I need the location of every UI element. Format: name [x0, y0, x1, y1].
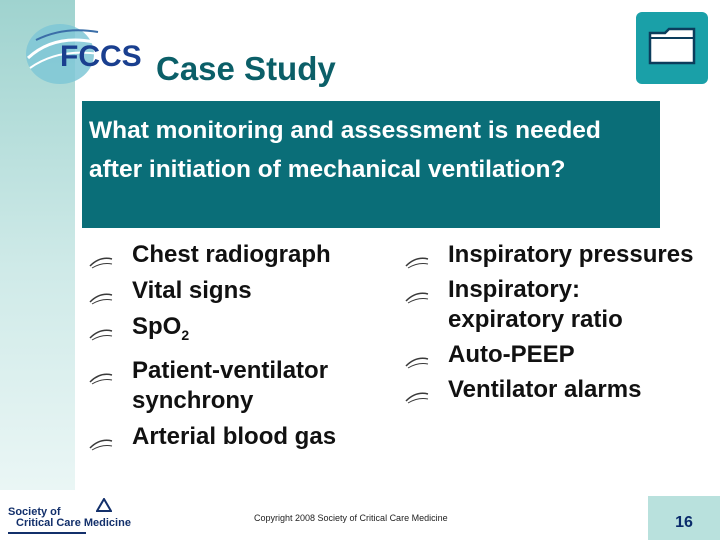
- bullet-swoosh-icon: [88, 364, 114, 378]
- list-item: [84, 312, 384, 350]
- slide-number: 16: [675, 514, 693, 531]
- copyright-text: Copyright 2008 Society of Critical Care Medicine: [254, 513, 448, 523]
- bullet-swoosh-icon: [404, 348, 430, 362]
- logo-text: FCCS: [60, 40, 142, 73]
- list-item-label: Ventilator alarms: [448, 376, 642, 403]
- list-item-label: Chest radiograph: [132, 241, 331, 268]
- spo2-o: O: [162, 313, 182, 340]
- spo2-subscript: 2: [181, 326, 190, 343]
- list-item-label: Auto-PEEP: [448, 341, 575, 368]
- list-item: [400, 375, 700, 405]
- fccs-logo: [14, 14, 144, 94]
- question-text: What monitoring and assessment is needed after initiation of mechanical ventilation?: [89, 117, 601, 183]
- question-box: [82, 101, 660, 228]
- list-item: [84, 422, 384, 452]
- bullet-swoosh-icon: [88, 320, 114, 334]
- bullet-swoosh-icon: [404, 248, 430, 262]
- list-item: [400, 275, 700, 335]
- sccm-logo-line2: Critical Care Medicine: [16, 517, 131, 529]
- spo2-prefix: Sp: [132, 313, 163, 340]
- bullet-swoosh-icon: [404, 283, 430, 297]
- list-item: [400, 340, 700, 370]
- list-item-label: Patient-ventilator synchrony: [132, 356, 329, 414]
- list-item-label: [132, 313, 190, 343]
- monitoring-list-right: [400, 240, 700, 410]
- list-item: [84, 356, 384, 416]
- monitoring-list-left: [84, 240, 384, 458]
- list-item: [84, 276, 384, 306]
- slide-number-box: [648, 496, 720, 540]
- bullet-swoosh-icon: [88, 430, 114, 444]
- sccm-underline: [8, 532, 86, 534]
- list-item: [400, 240, 700, 270]
- sccm-logo: [8, 498, 131, 538]
- sccm-triangle-icon: [96, 498, 112, 517]
- list-item-label: Inspiratory: expiratory ratio: [448, 276, 623, 333]
- sccm-logo-line1: Society of: [8, 506, 61, 518]
- list-item: [84, 240, 384, 270]
- page-title: Case Study: [156, 50, 336, 87]
- list-item-label: Arterial blood gas: [132, 422, 337, 450]
- bullet-swoosh-icon: [404, 383, 430, 397]
- bullet-swoosh-icon: [88, 284, 114, 298]
- folder-icon: [647, 25, 697, 72]
- list-item-label: Inspiratory pressures: [448, 241, 694, 268]
- bullet-swoosh-icon: [88, 248, 114, 262]
- folder-button[interactable]: [636, 12, 708, 84]
- list-item-label: Vital signs: [132, 277, 252, 304]
